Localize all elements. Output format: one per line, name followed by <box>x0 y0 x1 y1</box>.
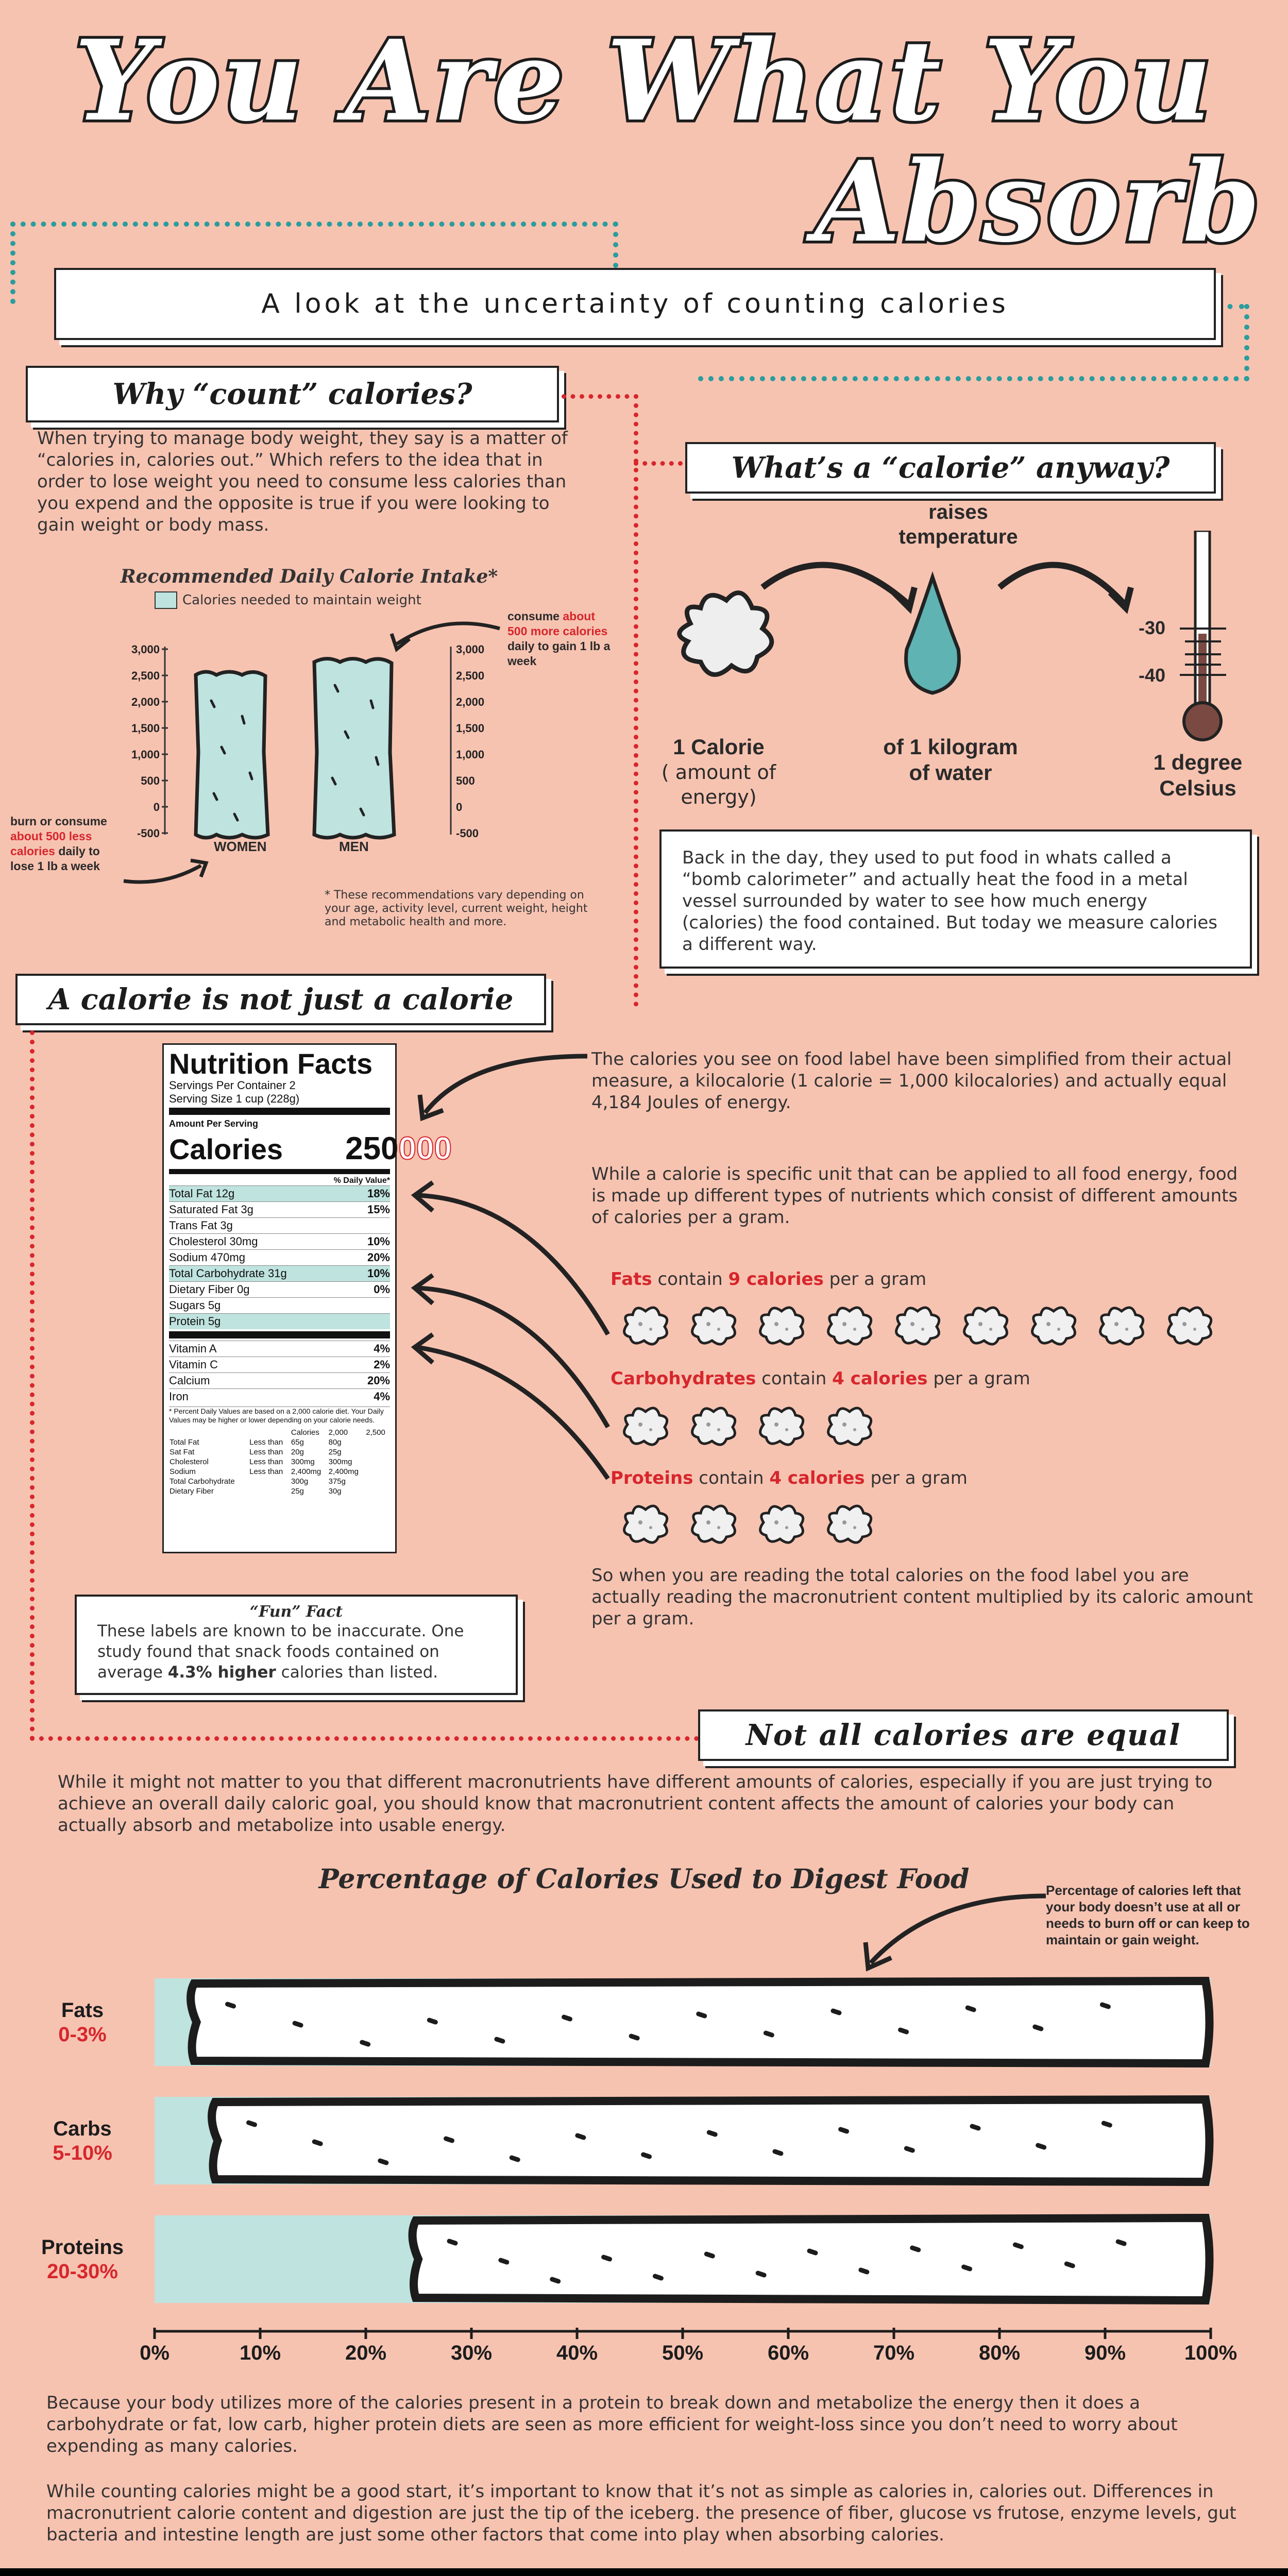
nf-table-cell: 300g <box>291 1477 309 1486</box>
history-box <box>659 829 1252 969</box>
nf-calories-ghost: 000 <box>398 1131 452 1166</box>
digest-note: Percentage of calories left that your body doesn’t use at all or needs to burn off or can keep to maintain or gain weight. <box>1046 1883 1250 1947</box>
nf-vitamin-row <box>169 1372 390 1388</box>
intake-tick-left: 0 <box>153 801 160 814</box>
nf-dv: % Daily Value* <box>333 1176 390 1185</box>
nf-table-cell: Dietary Fiber <box>170 1487 214 1496</box>
arrow-calories <box>425 1056 587 1113</box>
digest-speckle <box>446 2139 452 2141</box>
nf-row <box>169 1217 390 1233</box>
nf-arrows <box>402 1046 644 1499</box>
intake-footnote: * These recommendations vary depending on your age, activity level, current weight, height and metabolic health and more. <box>325 889 588 928</box>
digest-tick-label: 0% <box>140 2342 170 2364</box>
protein-mid: contain <box>699 1468 764 1488</box>
digest-speckle <box>775 2151 781 2154</box>
arrow-1 <box>762 565 907 603</box>
digest-speckle <box>861 2270 867 2272</box>
nf-bar <box>169 1108 390 1115</box>
digest-speckle <box>1104 2123 1110 2125</box>
note-women-pre: burn or consume <box>10 815 107 828</box>
digest-tick-label: 100% <box>1184 2342 1238 2364</box>
calorie-diagram <box>659 531 1236 747</box>
nf-table-cell: 30g <box>328 1487 342 1496</box>
nf-table-row <box>169 1447 390 1457</box>
carbs-cookie-row <box>617 1399 878 1450</box>
nf-vitamin-pct: 4% <box>374 1390 390 1403</box>
arrow-2 <box>999 565 1123 603</box>
protein-line <box>611 1467 968 1489</box>
nf-table-cell: 25g <box>328 1448 342 1456</box>
nf-footnote: * Percent Daily Values are based on a 2,000 calorie diet. Your Daily Values may be higher or lower depending on your calorie needs. <box>169 1406 390 1425</box>
digest-range-fats: 0-3% <box>58 2023 107 2046</box>
subtitle: A look at the uncertainty of counting calories <box>261 289 1009 319</box>
nf-table-cell: Cholesterol <box>170 1458 209 1466</box>
calorie-sublabel: ( amount of energy) <box>661 761 776 808</box>
nf-vitamin-name: Iron <box>169 1390 189 1403</box>
intake-tick-left: 2,000 <box>131 696 160 708</box>
equal-after-2: While counting calories might be a good start, it’s important to know that it’s not as simple as calories in, calories out. Differences in macronutrient calorie content and digestion are just the tip of the iceberg. the presence of fiber, glucose vs frutose, enzyme levels, gut bacteria and intestine length are just some other factors that come into play when absorbing calories. <box>46 2481 1236 2545</box>
intake-tick-right: 0 <box>456 801 463 814</box>
water-label: of 1 kilogram of water <box>883 735 1018 785</box>
nf-table-cell: Less than <box>249 1467 283 1476</box>
nf-calories-row <box>169 1130 452 1167</box>
nf-table-cell: 375g <box>328 1477 346 1486</box>
nf-vitamin-name: Vitamin A <box>169 1342 217 1355</box>
nf-servings: Servings Per Container 2 <box>169 1079 296 1092</box>
nf-vitamin-name: Calcium <box>169 1374 210 1387</box>
digest-category-carbs: Carbs <box>53 2117 112 2140</box>
nf-table-cell: Sodium <box>170 1467 196 1476</box>
calorie-blob-icon <box>617 1399 674 1450</box>
digest-speckle <box>758 2273 764 2275</box>
intake-tick-left: 3,000 <box>131 643 160 656</box>
digest-speckle <box>706 2254 713 2256</box>
digest-speckle <box>906 2148 912 2150</box>
calorie-label: 1 Calorie <box>673 735 765 759</box>
fun-fact-pre: These labels are known to be inaccurate. One study found that snack foods contained on average <box>97 1622 464 1682</box>
nf-vitamin-row <box>169 1357 390 1372</box>
digest-speckle <box>655 2276 661 2278</box>
intake-tick-right: 3,000 <box>456 643 485 656</box>
calorie-blob-icon <box>1025 1298 1082 1350</box>
nf-table-row <box>169 1477 390 1486</box>
fun-fact-title: “Fun” Fact <box>249 1603 343 1621</box>
what-calorie-heading: What’s a “calorie” anyway? <box>731 451 1170 485</box>
nf-vitamin-pct: 20% <box>367 1374 390 1387</box>
nf-daily-table <box>169 1428 390 1496</box>
main-title-line1: You Are What You <box>74 15 1214 146</box>
nf-table-cell: Less than <box>249 1448 283 1456</box>
note-women-post: daily to lose 1 lb a week <box>10 844 100 873</box>
calorie-blob-icon <box>889 1298 946 1350</box>
intake-tick-left: 1,000 <box>131 748 160 761</box>
digest-remaining-bar-proteins <box>413 2218 1210 2300</box>
carbs-cal: 4 calories <box>832 1368 928 1389</box>
digest-range-proteins: 20-30% <box>47 2260 118 2283</box>
digest-speckle <box>552 2279 558 2281</box>
digest-speckle <box>833 2011 839 2013</box>
digest-speckle <box>578 2136 584 2138</box>
not-just-p3: So when you are reading the total calories on the food label you are actually reading the macronutrient content multiplied by its caloric amount per a gram. <box>591 1565 1253 1629</box>
nf-table-cell: Less than <box>249 1438 283 1447</box>
teal-dotted-line-right-top <box>1216 304 1244 309</box>
nutrition-label <box>162 1043 452 1553</box>
nf-bar-3 <box>169 1331 390 1338</box>
nf-table-cell <box>249 1477 291 1486</box>
nf-row-pct: 15% <box>367 1203 390 1216</box>
intake-tick-left: 2,500 <box>131 669 160 682</box>
fun-fact-box <box>75 1595 518 1695</box>
carbs-line <box>611 1368 1030 1389</box>
nf-amount: Amount Per Serving <box>169 1118 259 1129</box>
nf-row-pct: 10% <box>367 1235 390 1248</box>
nf-table-head: Calories <box>291 1428 319 1437</box>
digest-speckle <box>604 2257 610 2259</box>
calorie-blob-icon <box>685 1399 742 1450</box>
men-arrow <box>397 623 500 644</box>
note-men-red: about 500 more calories <box>507 609 608 638</box>
nf-row-name: Dietary Fiber 0g <box>169 1283 250 1296</box>
nf-row-name: Protein 5g <box>169 1315 221 1328</box>
fats-cal: 9 calories <box>728 1269 824 1290</box>
nf-row <box>169 1233 390 1249</box>
nf-table-head: 2,000 <box>328 1428 348 1437</box>
nf-table-head: 2,500 <box>366 1428 385 1437</box>
digest-speckle <box>912 2248 919 2250</box>
digest-speckle <box>512 2158 518 2160</box>
note-men <box>507 609 616 669</box>
nf-row-name: Total Carbohydrate 31g <box>169 1267 287 1280</box>
subtitle-box <box>54 268 1216 340</box>
nf-row <box>169 1249 390 1265</box>
nf-table-cell: 2,400mg <box>291 1467 321 1476</box>
digest-tick-label: 30% <box>450 2342 493 2364</box>
nf-row-name: Sodium 470mg <box>169 1251 245 1264</box>
nf-vitamin-pct: 4% <box>374 1342 390 1355</box>
nf-row-name: Total Fat 12g <box>169 1187 235 1200</box>
digest-tick-label: 50% <box>662 2342 704 2364</box>
digest-speckle <box>1118 2242 1124 2244</box>
digest-speckle <box>631 2036 637 2038</box>
digest-speckle <box>449 2241 455 2243</box>
intake-tick-right: 2,500 <box>456 669 485 682</box>
calorie-blob-icon <box>821 1497 878 1548</box>
arrow-protein <box>417 1347 608 1479</box>
nf-table-cell: Less than <box>249 1458 283 1466</box>
intake-tick-left: 1,500 <box>131 722 160 735</box>
digest-speckle <box>901 2030 907 2032</box>
nf-vitamin-pct: 2% <box>374 1358 390 1371</box>
nf-row-pct: 20% <box>367 1251 390 1264</box>
nf-row <box>169 1201 390 1217</box>
nf-row-pct: 10% <box>367 1267 390 1280</box>
food-blob <box>680 593 772 675</box>
nf-row-name: Trans Fat 3g <box>169 1219 233 1232</box>
digest-tick-label: 10% <box>239 2342 281 2364</box>
digest-tick-label: 70% <box>873 2342 915 2364</box>
equal-heading-box <box>698 1709 1229 1761</box>
digest-remaining-bar-carbs <box>212 2099 1209 2182</box>
nf-table-cell: 80g <box>328 1438 342 1447</box>
digest-speckle <box>1102 2005 1108 2007</box>
digest-speckle <box>1035 2027 1041 2029</box>
nf-row-pct: 18% <box>367 1187 390 1200</box>
intake-tick-left: 500 <box>141 774 160 787</box>
digest-category-proteins: Proteins <box>41 2236 124 2259</box>
fats-line <box>611 1268 926 1290</box>
digest-speckle <box>766 2033 772 2035</box>
digest-tick-label: 90% <box>1084 2342 1126 2364</box>
digest-speckle <box>380 2161 386 2163</box>
digest-tick-label: 40% <box>556 2342 598 2364</box>
digest-speckle <box>501 2260 507 2262</box>
women-arrow <box>118 845 222 891</box>
carbs-mid: contain <box>761 1368 827 1389</box>
intake-chart-title: Recommended Daily Calorie Intake* <box>120 566 498 587</box>
digest-speckle <box>314 2142 320 2144</box>
equal-after-1: Because your body utilizes more of the calories present in a protein to break down and metabolize the energy then it does a carbohydrate or fat, low carb, higher protein diets are seen as more efficient for weight-loss since you don’t need to worry about expending as many calories. <box>46 2393 1178 2456</box>
fun-fact-post: calories than listed. <box>281 1663 438 1682</box>
nf-table-cell: 25g <box>291 1487 304 1496</box>
digest-speckle <box>709 2132 715 2134</box>
nf-table-row <box>169 1467 390 1477</box>
calorie-blob-icon <box>821 1298 878 1350</box>
intake-tick-right: -500 <box>456 827 479 840</box>
not-just-p1: The calories you see on food label have been simplified from their actual measure, a kilocalorie (1 calorie = 1,000 kilocalories) and actually equal 4,184 Joules of energy. <box>591 1049 1232 1113</box>
what-calorie-heading-box <box>685 442 1216 494</box>
digest-range-carbs: 5-10% <box>53 2142 112 2164</box>
equal-body: While it might not matter to you that different macronutrients have different amounts of calories, especially if you are just trying to achieve an overall daily caloric goal, you should know that macronutrient content affects the amount of calories your body can actually absorb and metabolize into usable energy. <box>58 1772 1213 1836</box>
fun-fact-body <box>97 1621 495 1683</box>
women-bar <box>196 672 268 838</box>
note-men-pre: consume <box>507 609 560 623</box>
digest-tick-label: 20% <box>345 2342 387 2364</box>
nf-table-cell: Total Carbohydrate <box>170 1477 235 1486</box>
digest-speckle <box>497 2039 503 2041</box>
digest-chart <box>0 1958 1288 2370</box>
nf-size: Serving Size 1 cup (228g) <box>169 1092 300 1105</box>
calorie-blob-icon <box>1093 1298 1150 1350</box>
raises-label: raises temperature <box>899 501 1018 548</box>
men-label: MEN <box>339 839 369 854</box>
men-bar <box>314 659 394 838</box>
equal-heading: Not all calories are equal <box>745 1718 1181 1752</box>
nf-title: Nutrition Facts <box>169 1047 373 1080</box>
nf-row <box>169 1313 390 1329</box>
not-just-heading-box <box>15 974 546 1025</box>
digest-speckle <box>362 2042 368 2044</box>
calorie-blob-icon <box>957 1298 1014 1350</box>
digest-speckle <box>972 2126 978 2128</box>
nf-table-row <box>169 1486 390 1496</box>
nf-calories-value: 250 <box>345 1131 399 1166</box>
why-count-body: When trying to manage body weight, they say is a matter of “calories in, calories out.” Which refers to the idea that in order to lose weight you need to consume less calories than you expend and the opposite is true if you were looking to gain weight or body mass. <box>37 428 568 535</box>
main-title-line2: Absorb <box>814 137 1262 267</box>
nf-vitamins <box>169 1341 390 1404</box>
nf-table-row <box>169 1437 390 1447</box>
note-women <box>10 814 118 874</box>
digest-speckle <box>1015 2245 1021 2247</box>
fats-mid: contain <box>657 1269 723 1290</box>
digest-speckle <box>699 2014 705 2016</box>
calorie-blob-icon <box>753 1497 810 1548</box>
note-men-post: daily to gain 1 lb a week <box>507 639 611 668</box>
thermo-minus-30: -30 <box>1139 617 1166 638</box>
digest-speckle <box>429 2020 435 2022</box>
nf-table-cell: 2,400mg <box>328 1467 359 1476</box>
red-dotted-connector-2 <box>634 461 683 466</box>
fats-cookie-row <box>617 1298 1218 1350</box>
carbs-post: per a gram <box>933 1368 1030 1389</box>
calorie-blob-icon <box>753 1399 810 1450</box>
nf-table-cell: 20g <box>291 1448 304 1456</box>
note-women-red: about 500 less calories <box>10 829 92 858</box>
nf-row-name: Cholesterol 30mg <box>169 1235 258 1248</box>
fun-fact-bold: 4.3% higher <box>167 1663 276 1682</box>
digest-speckle <box>968 2008 974 2010</box>
digest-speckle <box>564 2017 570 2019</box>
digest-speckle <box>809 2251 816 2253</box>
digest-category-fats: Fats <box>61 1999 104 2022</box>
thermo-minus-40: -40 <box>1139 665 1166 686</box>
why-count-heading: Why “count” calories? <box>112 377 472 411</box>
nf-rows <box>169 1185 390 1329</box>
nf-bar-2 <box>169 1169 390 1174</box>
carbs-name: Carbohydrates <box>611 1368 756 1389</box>
nf-row-name: Saturated Fat 3g <box>169 1203 253 1216</box>
why-count-heading-box <box>26 366 559 422</box>
protein-cal: 4 calories <box>769 1468 865 1488</box>
digest-speckle <box>643 2155 650 2157</box>
teal-dotted-line-left-down <box>10 222 15 304</box>
intake-tick-labels <box>131 643 484 840</box>
arrow-carbs <box>417 1288 608 1427</box>
fats-name: Fats <box>611 1269 652 1290</box>
nf-table-cell: 300mg <box>328 1458 352 1466</box>
calorie-blob-icon <box>617 1497 674 1548</box>
nf-row <box>169 1265 390 1281</box>
nf-row-name: Sugars 5g <box>169 1299 221 1312</box>
women-label: WOMEN <box>214 839 267 854</box>
calorie-blob-icon <box>685 1298 742 1350</box>
nf-table-cell: Sat Fat <box>170 1448 195 1456</box>
digest-speckle <box>228 2004 234 2006</box>
fats-post: per a gram <box>829 1269 927 1290</box>
nf-table-head <box>249 1428 291 1437</box>
digest-speckle <box>1066 2264 1073 2266</box>
intake-tick-right: 500 <box>456 774 475 787</box>
digest-speckle <box>295 2023 301 2025</box>
nf-row <box>169 1297 390 1313</box>
nf-table <box>169 1428 390 1496</box>
calorie-blob-icon <box>753 1298 810 1350</box>
history-text: Back in the day, they used to put food in whats called a “bomb calorimeter” and actually heat the food in a metal vessel surrounded by water to see how much energy (calories) the food contained. But today we measure calories a different way. <box>682 848 1218 955</box>
digest-remaining-bar-fats <box>191 1981 1209 2063</box>
digest-speckle <box>841 2129 847 2131</box>
nf-vitamin-name: Vitamin C <box>169 1358 218 1371</box>
digest-speckle <box>249 2123 255 2125</box>
intake-tick-right: 2,000 <box>456 696 485 708</box>
digest-tick-label: 60% <box>767 2342 809 2364</box>
intake-tick-right: 1,500 <box>456 722 485 735</box>
nf-row <box>169 1185 390 1201</box>
legend-label: Calories needed to maintain weight <box>182 592 421 608</box>
calorie-label-box <box>631 734 806 809</box>
nf-vitamin-row <box>169 1388 390 1404</box>
intake-chart <box>118 598 510 866</box>
nf-vitamin-row <box>169 1341 390 1357</box>
degree-label: 1 degree Celsius <box>1153 750 1243 800</box>
calorie-blob-icon <box>821 1399 878 1450</box>
not-just-heading: A calorie is not just a calorie <box>48 982 514 1016</box>
nf-table-cell: 300mg <box>291 1458 315 1466</box>
nf-table-cell: 65g <box>291 1438 304 1447</box>
digest-speckle <box>964 2267 970 2269</box>
calorie-blob-icon <box>617 1298 674 1350</box>
calorie-blob-icon <box>685 1497 742 1548</box>
footer-bar <box>0 2568 1288 2576</box>
nf-table-cell: Total Fat <box>170 1438 199 1447</box>
protein-post: per a gram <box>870 1468 968 1488</box>
arrow-fats <box>417 1195 608 1334</box>
digest-speckle <box>1038 2145 1044 2147</box>
protein-cookie-row <box>617 1497 878 1548</box>
nf-calories-label: Calories <box>169 1133 283 1165</box>
nf-row-pct: 0% <box>374 1283 390 1296</box>
thermometer-bulb <box>1184 703 1221 740</box>
nf-table-row <box>169 1457 390 1467</box>
calorie-blob-icon <box>1161 1298 1218 1350</box>
nf-table-head <box>169 1428 249 1437</box>
nf-row <box>169 1281 390 1297</box>
intake-tick-right: 1,000 <box>456 748 485 761</box>
intake-tick-left: -500 <box>137 827 160 840</box>
protein-name: Proteins <box>611 1468 693 1488</box>
nf-table-cell <box>249 1486 291 1496</box>
digest-tick-label: 80% <box>978 2342 1021 2364</box>
not-just-p2: While a calorie is specific unit that can be applied to all food energy, food is made up different types of nutrients which consist of different amounts of calories per a gram. <box>591 1164 1238 1228</box>
digest-chart-title: Percentage of Calories Used to Digest Food <box>318 1863 970 1895</box>
